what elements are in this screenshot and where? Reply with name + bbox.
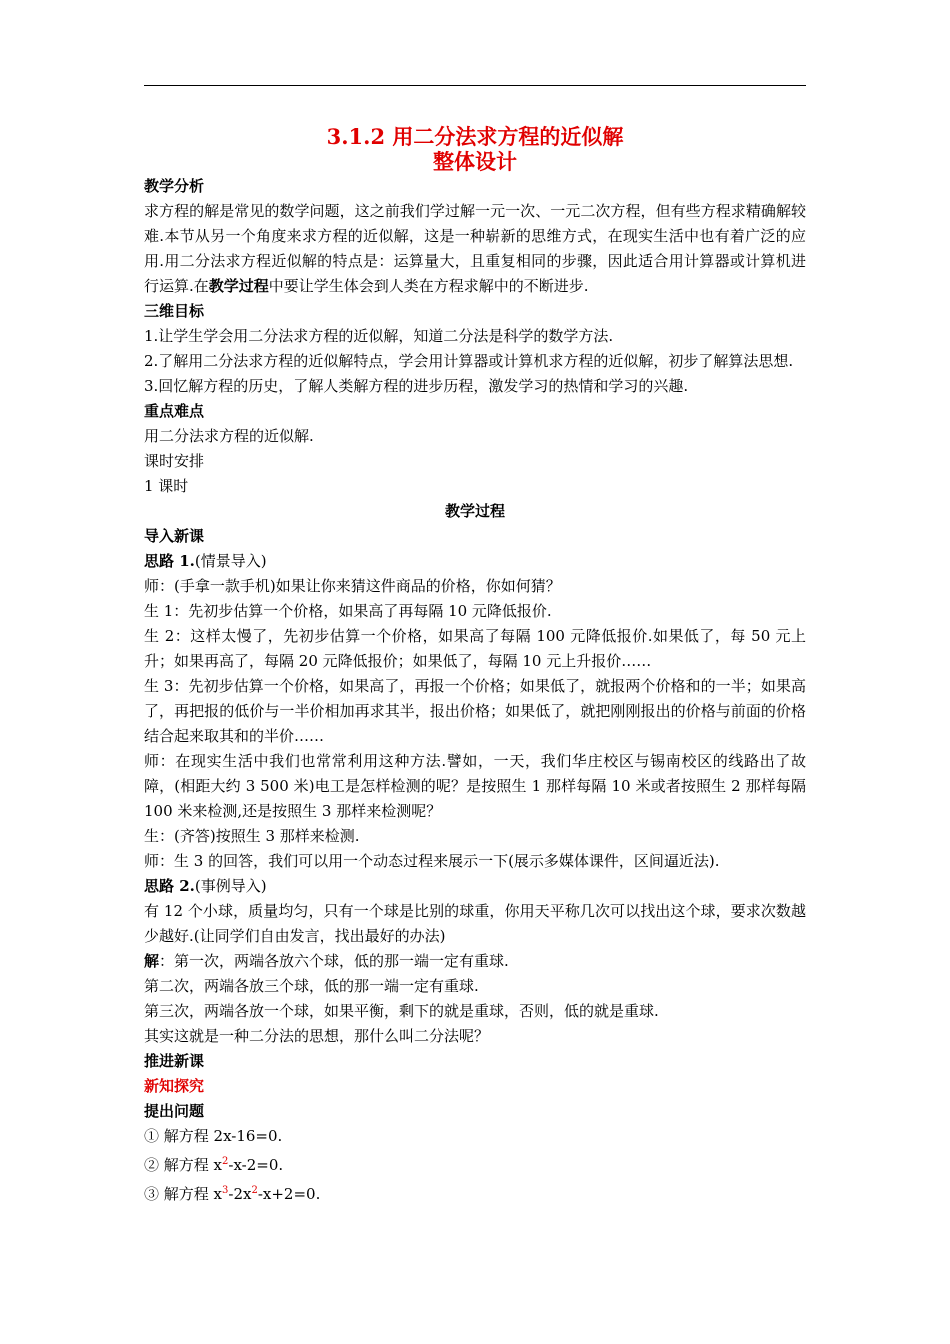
key-text: 用二分法求方程的近似解. (144, 427, 314, 445)
process-heading: 教学过程 (444, 502, 505, 520)
idea-1-type: (情景导入) (194, 552, 267, 570)
equation-3-exponent-2: 2 (251, 1185, 258, 1196)
equation-2 (144, 1149, 806, 1178)
section-heading-analysis: 教学分析 (144, 177, 205, 195)
equation-3-exponent-1: 3 (222, 1185, 229, 1196)
solution-2: 第二次，两端各放三个球，低的那一端一定有重球. (144, 977, 479, 995)
equation-2-exponent: 2 (222, 1156, 229, 1167)
equation-2-end: -x-2=0. (228, 1156, 284, 1174)
solution-label: 解 (144, 952, 160, 970)
goal-item-1: 1.让学生学会用二分法求方程的近似解，知道二分法是科学的数学方法. (144, 327, 614, 345)
analysis-bold: 教学过程 (208, 277, 269, 295)
equation-3 (144, 1178, 806, 1207)
analysis-paragraph (144, 199, 806, 299)
idea-2-type: (事例导入) (194, 877, 267, 895)
goal-item-2: 2.了解用二分法求方程的近似解特点，学会用计算器或计算机求方程的近似解，初步了解算法思想. (144, 352, 794, 370)
solution-1 (144, 949, 806, 974)
student-line-2: 生 2：这样太慢了，先初步估算一个价格，如果高了每隔 100 元降低报价.如果低了，每 50 元上升；如果再高了，每隔 20 元降低报价；如果低了，每隔 10 元上升报价…… (144, 627, 806, 670)
idea-1-label: 思路 1. (144, 552, 195, 570)
equation-3-start: ③ 解方程 x (144, 1185, 222, 1203)
idea-2 (144, 874, 806, 899)
idea-2-label: 思路 2. (144, 877, 195, 895)
document-subtitle: 整体设计 (433, 149, 517, 174)
equation-2-start: ② 解方程 x (144, 1156, 222, 1174)
schedule-label: 课时安排 (144, 452, 205, 470)
idea-1 (144, 549, 806, 574)
equation-3-end: -x+2=0. (257, 1185, 321, 1203)
header-rule (144, 85, 806, 86)
analysis-text-end: 中要让学生体会到人类在方程求解中的不断进步. (268, 277, 589, 295)
teacher-line-2: 师：在现实生活中我们也常常利用这种方法.譬如，一天，我们华庄校区与锡南校区的线路出了故障，(相距大约 3 500 米)电工是怎样检测的呢？是按照生 1 那样每隔 10 米或者按照生 2 那样每隔 100 米来检测,还是按照生 3 那样来检测呢？ (144, 752, 806, 820)
student-line-1: 生 1：先初步估算一个价格，如果高了再每隔 10 元降低报价. (144, 602, 552, 620)
equation-1: ① 解方程 2x-16=0. (144, 1127, 283, 1145)
document-body (144, 124, 806, 1207)
questions-heading: 提出问题 (144, 1102, 205, 1120)
section-heading-goals: 三维目标 (144, 302, 205, 320)
student-line-4: 生：(齐答)按照生 3 那样来检测. (144, 827, 360, 845)
ball-question: 有 12 个小球，质量均匀，只有一个球是比别的球重，你用天平称几次可以找出这个球，要求次数越少越好.(让同学们自由发言，找出最好的办法) (144, 902, 806, 945)
document-title: 3.1.2 用二分法求方程的近似解 (326, 124, 624, 149)
advance-heading: 推进新课 (144, 1052, 205, 1070)
analysis-text: 求方程的解是常见的数学问题，这之前我们学过解一元一次、一元二次方程，但有些方程求精确解较难.本节从另一个角度来求方程的近似解，这是一种崭新的思维方式，在现实生活中也有着广泛的应用.用二分法求方程近似解的特点是：运算量大，且重复相同的步骤，因此适合用计算器或计算机进行运算.在 (144, 202, 806, 295)
solution-3: 第三次，两端各放一个球，如果平衡，剩下的就是重球，否则，低的就是重球. (144, 1002, 659, 1020)
solution-4: 其实这就是一种二分法的思想，那什么叫二分法呢？ (144, 1027, 490, 1045)
equation-3-middle: -2x (228, 1185, 252, 1203)
explore-heading: 新知探究 (144, 1077, 205, 1095)
student-line-3: 生 3：先初步估算一个价格，如果高了，再报一个价格；如果低了，就报两个价格和的一半；如果高了，再把报的低价与一半价相加再求其半，报出价格；如果低了，就把刚刚报出的价格与前面的价格结合起来取其和的半价…… (144, 677, 806, 745)
goal-item-3: 3.回忆解方程的历史，了解人类解方程的进步历程，激发学习的热情和学习的兴趣. (144, 377, 689, 395)
teacher-line-1: 师：(手拿一款手机)如果让你来猜这件商品的价格，你如何猜？ (144, 577, 561, 595)
intro-heading: 导入新课 (144, 527, 205, 545)
schedule-value: 1 课时 (144, 477, 189, 495)
section-heading-key: 重点难点 (144, 402, 205, 420)
solution-1-text: ：第一次，两端各放六个球，低的那一端一定有重球. (159, 952, 509, 970)
teacher-line-3: 师：生 3 的回答，我们可以用一个动态过程来展示一下(展示多媒体课件，区间逼近法). (144, 852, 720, 870)
